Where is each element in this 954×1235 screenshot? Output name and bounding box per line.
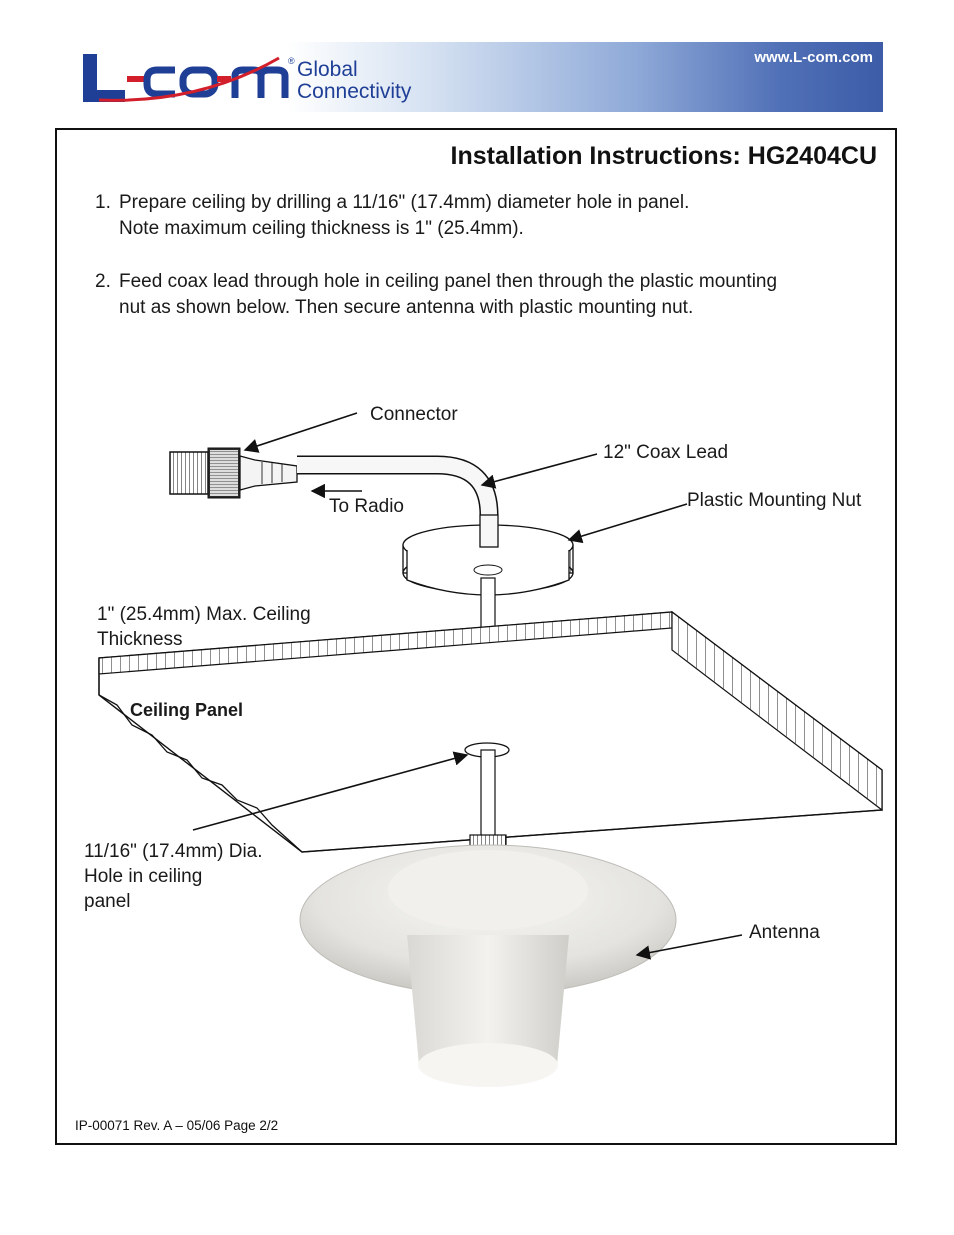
hole-label-line2: Hole in ceiling [84,866,203,887]
thickness-label-line1: 1" (25.4mm) Max. Ceiling [97,604,311,625]
connector-icon [170,448,297,498]
connector-label: Connector [370,404,458,425]
mounting-nut-label: Plastic Mounting Nut [687,490,862,511]
hole-label-line3: panel [84,891,131,912]
registered-mark: ® [288,56,295,66]
antenna-icon [300,845,676,1087]
document-footer: IP-00071 Rev. A – 05/06 Page 2/2 [75,1118,279,1133]
ceiling-panel-label: Ceiling Panel [130,700,244,720]
to-radio-label: To Radio [329,496,404,517]
installation-diagram [57,130,895,1143]
instruction-frame [55,128,897,1145]
step-number: 1. [95,192,111,213]
website-url[interactable]: www.L-com.com [754,49,873,66]
header-bar [55,42,883,112]
hole-label-line1: 11/16" (17.4mm) Dia. [84,841,263,862]
step-text-line1: Prepare ceiling by drilling a 11/16" (17.4mm) diameter hole in panel. [119,192,690,213]
coax-lead-label: 12" Coax Lead [603,442,729,463]
step-number: 2. [95,271,111,292]
step-text-line2: nut as shown below. Then secure antenna with plastic mounting nut. [119,297,694,318]
tagline-line2: Connectivity [297,80,412,103]
thickness-label-line2: Thickness [97,629,183,650]
lcom-logo [79,42,479,112]
antenna-label: Antenna [749,922,820,943]
page-title: Installation Instructions: HG2404CU [450,142,877,170]
step-text-line1: Feed coax lead through hole in ceiling panel then through the plastic mounting [119,271,778,292]
step-text-line2: Note maximum ceiling thickness is 1" (25.4mm). [119,218,524,239]
tagline-line1: Global [297,58,358,81]
